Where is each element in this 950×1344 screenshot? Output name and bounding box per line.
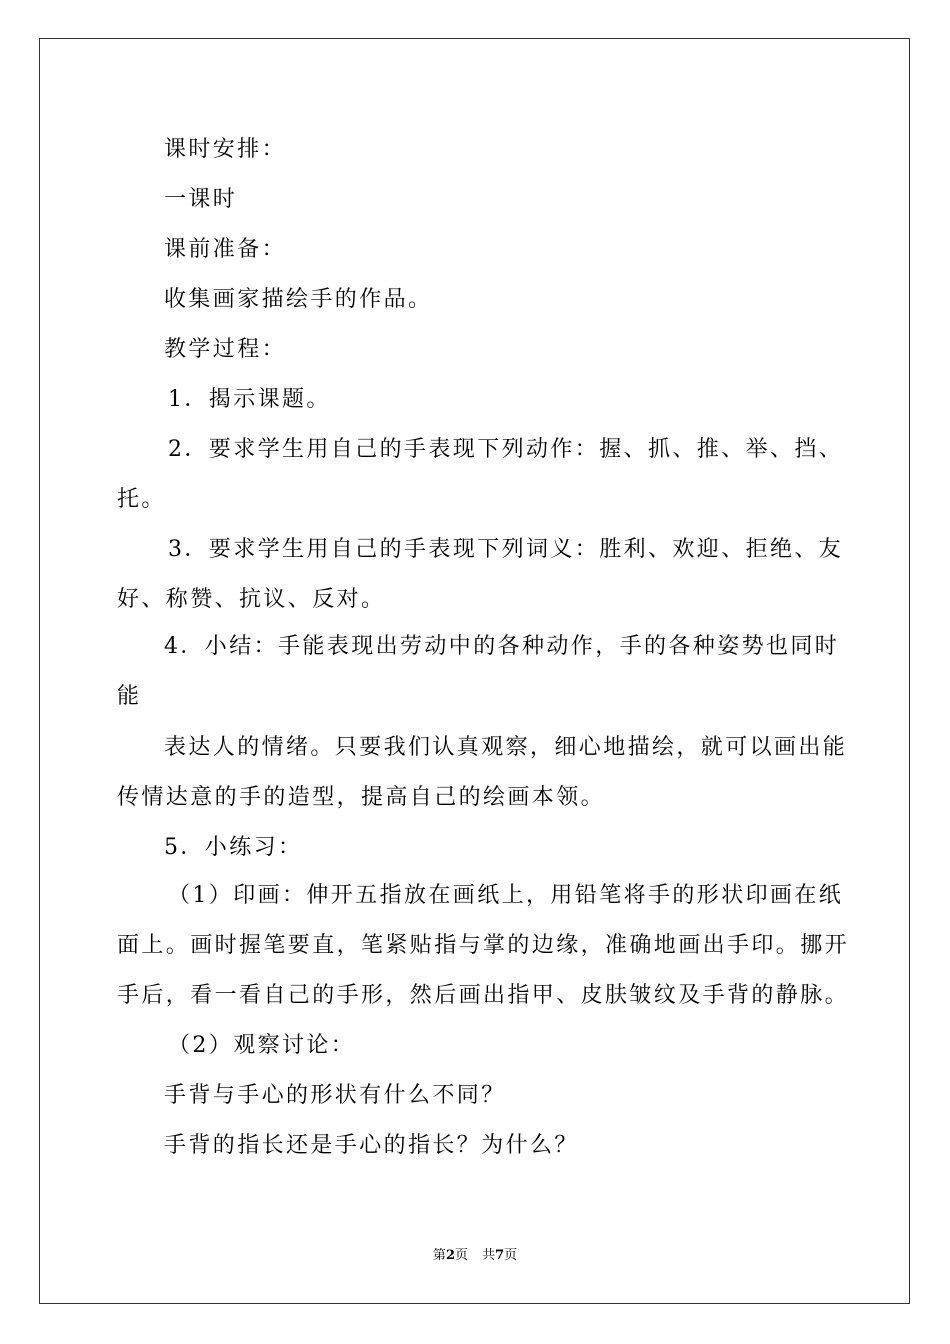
text-line: 5．小练习： [164, 835, 303, 860]
text-line: 收集画家描绘手的作品。 [164, 287, 433, 312]
page-border [39, 38, 910, 1304]
text-line: 面上。画时握笔要直，笔紧贴指与掌的边缘，准确地画出手印。挪开 [117, 933, 850, 958]
text-line: 课时安排： [164, 137, 287, 162]
text-line: 手后，看一看自己的手形，然后画出指甲、皮肤皱纹及手背的静脉。 [117, 983, 850, 1008]
text-line: 托。 [117, 487, 166, 512]
text-line: 课前准备： [164, 237, 287, 262]
page-label-prefix: 第 [432, 1248, 446, 1263]
text-line: 教学过程： [164, 337, 287, 362]
text-line: 手背的指长还是手心的指长？为什么？ [164, 1133, 579, 1158]
text-line: 4．小结：手能表现出劳动中的各种动作，手的各种姿势也同时 [164, 634, 840, 659]
total-pages: 7 [495, 1248, 505, 1263]
text-line: 一课时 [164, 187, 238, 212]
text-line: 2．要求学生用自己的手表现下列动作：握、抓、推、举、挡、 [168, 437, 844, 462]
text-line: 手背与手心的形状有什么不同？ [164, 1083, 506, 1108]
total-label-prefix: 共 [482, 1248, 496, 1263]
text-line: 3．要求学生用自己的手表现下列词义：胜利、欢迎、拒绝、友 [168, 537, 844, 562]
text-line: （2）观察讨论： [168, 1033, 356, 1058]
text-line: 传情达意的手的造型，提高自己的绘画本领。 [117, 785, 606, 810]
total-label-suffix: 页 [504, 1248, 518, 1263]
page-number: 2 [445, 1248, 455, 1263]
text-line: 好、称赞、抗议、反对。 [117, 587, 386, 612]
text-line: （1）印画：伸开五指放在画纸上，用铅笔将手的形状印画在纸 [168, 883, 844, 908]
text-line: 表达人的情绪。只要我们认真观察，细心地描绘，就可以画出能 [164, 735, 848, 760]
page-footer [0, 1248, 950, 1264]
text-line: 能 [117, 684, 142, 709]
text-line: 1．揭示课题。 [168, 387, 331, 412]
page-label-suffix: 页 [454, 1248, 468, 1263]
